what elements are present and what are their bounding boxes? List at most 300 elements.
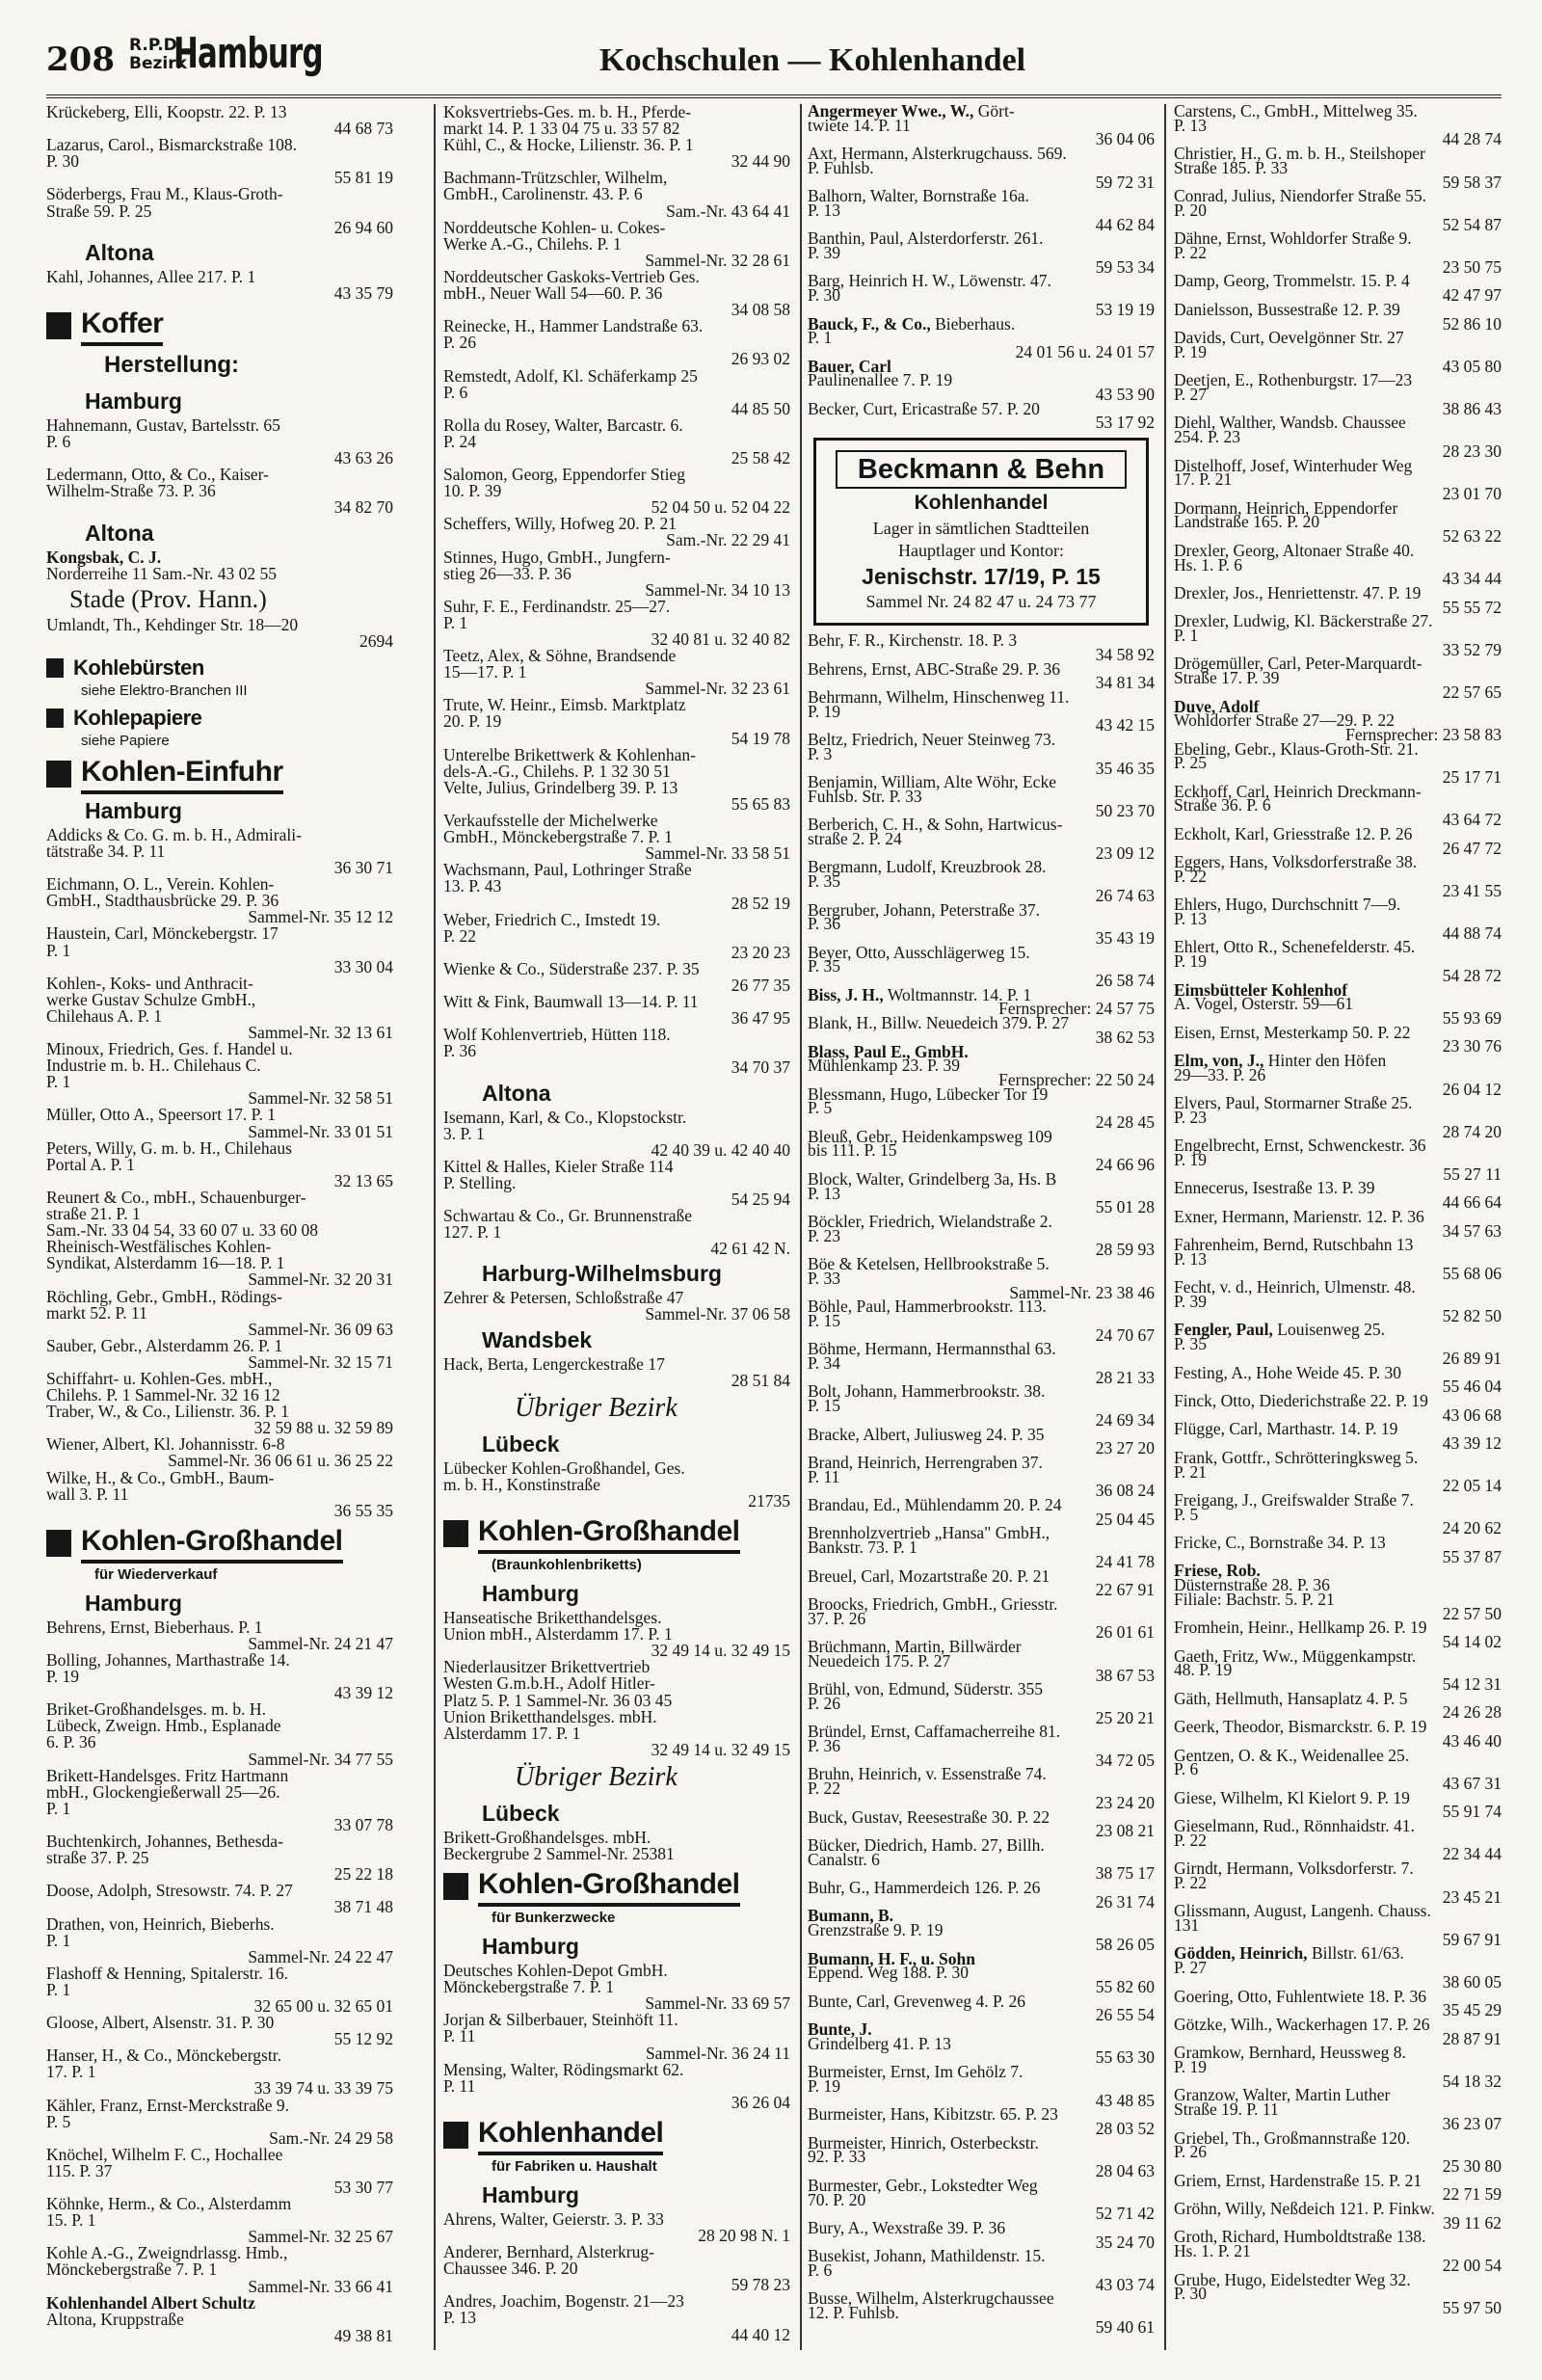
listing-text: wall 3. P. 11: [46, 1484, 129, 1504]
listing-phone: 55 37 87: [1442, 1546, 1502, 1566]
listing-line: [443, 1027, 790, 1043]
section-marker-icon: [443, 1520, 468, 1547]
column-1: [46, 104, 393, 2360]
listing-text: 70. P. 20: [808, 2189, 866, 2209]
listing-text: P. 22: [1174, 866, 1208, 886]
listing-name-bold: Kongsbak, C. J.: [46, 547, 162, 567]
listing-text: Paulinenallee 7. P. 19: [808, 370, 953, 390]
listing-phone: 43 67 31: [1442, 1773, 1502, 1793]
listing-phone: 44 28 74: [1442, 129, 1502, 149]
listing-line: [808, 914, 1155, 948]
listing-text: Bolling, Johannes, Marthastraße 14.: [46, 1650, 290, 1670]
listing-line: [808, 328, 1155, 361]
listing-phone: Sammel-Nr. 33 01 51: [248, 1121, 393, 1141]
listing-text: Kühl, C., & Hocke, Lilienstr. 36. P. 1: [443, 135, 694, 155]
listing-phone: 22 57 65: [1442, 682, 1502, 702]
listing-phone: Sammel-Nr. 24 21 47: [248, 1633, 393, 1653]
listing-text: Bachmann-Trützschler, Wilhelm,: [443, 168, 668, 188]
listing-line: [808, 829, 1155, 863]
section-marker-icon: [46, 1530, 71, 1557]
listing-text: Becker, Curt, Ericastraße 57. P. 20: [808, 398, 1040, 418]
listing-text: Eppend. Weg 188. P. 30: [808, 1963, 969, 1983]
listing-text: Bergmann, Ludolf, Kreuzbrook 28.: [808, 857, 1047, 877]
listing-text: P. 15: [808, 1396, 841, 1416]
listing-text: 127. P. 1: [443, 1222, 502, 1243]
place-heading: Hamburg: [85, 1590, 182, 1616]
listing-line: [1174, 1915, 1502, 1949]
listing-text: Kohle A.-G., Zweigndrlassg. Hmb.,: [46, 2243, 288, 2263]
listing-text: P. 36: [443, 1041, 477, 1061]
section-subtitle: für Fabriken u. Haushalt: [492, 2157, 657, 2175]
listing-phone: 43 53 90: [1095, 385, 1155, 405]
listing-phone: 36 55 35: [333, 1500, 393, 1520]
column-divider-2: [800, 104, 802, 2350]
listing-text: Böhle, Paul, Hammerbrookstr. 113.: [808, 1297, 1047, 1317]
listing-phone: 23 20 23: [731, 942, 790, 962]
listing-text: P. 13: [808, 1183, 841, 1203]
listing-line: [1174, 1589, 1502, 1623]
listing-phone: 38 62 53: [1095, 1027, 1155, 1047]
listing-line: [46, 630, 393, 651]
listing-text: Drögemüller, Carl, Peter-Marquardt-: [1174, 654, 1422, 674]
advert-address: Jenischstr. 17/19, P. 15: [862, 564, 1101, 590]
listing-phone: 43 63 26: [333, 448, 393, 468]
listing-text: 254. P. 23: [1174, 427, 1241, 447]
listing-text: Gröhn, Willy, Neßdeich 121. P. Finkw.: [1174, 2199, 1435, 2219]
listing-line: [1174, 200, 1502, 234]
district-heading: Übriger Bezirk: [515, 1761, 678, 1792]
listing-line: [808, 871, 1155, 905]
listing-text: 20. P. 19: [443, 711, 502, 732]
listing-line: [1174, 2241, 1502, 2275]
listing-text: Doose, Adolph, Stresowstr. 74. P. 27: [46, 1881, 293, 1901]
listing-line: [808, 1140, 1155, 1175]
listing-line: [1174, 795, 1502, 830]
listing-text: Broocks, Friedrich, GmbH., Griesstr.: [808, 1593, 1058, 1614]
listing-line: [808, 2147, 1155, 2181]
listing-line: [808, 1310, 1155, 1345]
listing-text: P. 6: [1174, 1759, 1199, 1779]
listing-phone: 24 69 34: [1095, 1409, 1155, 1430]
listing-phone: 53 30 77: [333, 2178, 393, 2197]
listing-text: Bankstr. 73. P. 1: [808, 1538, 917, 1558]
listing-text: P. 19: [1174, 341, 1208, 361]
listing-text: Addicks & Co. G. m. b. H., Admirali-: [46, 824, 302, 844]
listing-text: Woltmannstr. 14. P. 1: [883, 984, 1032, 1004]
listing-phone: 38 60 05: [1442, 1971, 1502, 1992]
column-divider-3: [1164, 104, 1166, 2350]
section-marker-icon: [46, 658, 64, 678]
listing-phone: Sammel-Nr. 36 24 11: [645, 2043, 790, 2063]
listing-text: Minoux, Friedrich, Ges. f. Handel u.: [46, 1039, 293, 1059]
listing-phone: 38 86 43: [1442, 398, 1502, 418]
listing-text: Billstr. 61/63.: [1307, 1943, 1404, 1964]
place-heading: Harburg-Wilhelmsburg: [482, 1261, 722, 1287]
listing-text: Buck, Gustav, Reesestraße 30. P. 22: [808, 1806, 1050, 1827]
listing-text: Grenzstraße 9. P. 19: [808, 1920, 944, 1940]
listing-text: P. 22: [1174, 1830, 1208, 1850]
listing-text: 3. P. 1: [443, 1123, 485, 1143]
listing-text: Alsterdamm 17. P. 1: [443, 1723, 581, 1743]
place-heading: Lübeck: [482, 1431, 560, 1457]
listing-line: [46, 2261, 393, 2278]
column-3-bottom: [808, 630, 1155, 2337]
listing-phone: 59 72 31: [1095, 172, 1155, 192]
listing-line: [808, 1466, 1155, 1501]
listing-text: markt 14. P. 1 33 04 75 u. 33 57 82: [443, 119, 680, 139]
listing-phone: Sammel-Nr. 32 25 67: [248, 2227, 393, 2247]
listing-text: Bergruber, Johann, Peterstraße 37.: [808, 899, 1040, 920]
listing-phone: 54 18 32: [1442, 2071, 1502, 2091]
listing-line: [1174, 1816, 1502, 1836]
listing-phone: 26 89 91: [1442, 1348, 1502, 1368]
listing-line: [1174, 1064, 1502, 1099]
listing-text: Knöchel, Wilhelm F. C., Hochallee: [46, 2144, 283, 2164]
listing-text: Hinter den Höfen: [1263, 1051, 1387, 1071]
listing-text: Wohldorfer Straße 27—29. P. 22: [1174, 710, 1395, 731]
listing-phone: Sam.-Nr. 43 64 41: [666, 201, 790, 221]
listing-text: P. 27: [1174, 385, 1208, 405]
listing-phone: Sammel-Nr. 33 66 41: [248, 2276, 393, 2296]
listing-phone: 59 58 37: [1442, 172, 1502, 192]
listing-line: [1174, 1248, 1502, 1283]
listing-text: P. 11: [808, 1466, 840, 1486]
listing-phone: 44 66 64: [1442, 1192, 1502, 1213]
section-marker-icon: [443, 1873, 468, 1900]
listing-line: [1174, 668, 1502, 702]
listing-phone: 28 87 91: [1442, 2028, 1502, 2048]
listing-text: Gaeth, Fritz, Ww., Müggenkampstr.: [1174, 1645, 1417, 1666]
listing-line: [1174, 1859, 1502, 1879]
listing-text: P. 11: [443, 2026, 476, 2046]
listing-text: P. 22: [443, 925, 477, 946]
listing-line: [46, 2212, 393, 2245]
listing-text: Eichmann, O. L., Verein. Kohlen-: [46, 874, 275, 895]
listing-phone: 28 03 52: [1095, 2119, 1155, 2138]
listing-phone: 43 05 80: [1442, 356, 1502, 376]
listing-line: [443, 1843, 790, 1863]
section-heading: [443, 1866, 790, 1907]
listing-phone: Sammel-Nr. 34 77 55: [248, 1749, 393, 1769]
listing-text: Eisen, Ernst, Mesterkamp 50. P. 22: [1174, 1022, 1411, 1042]
listing-line: [1174, 1334, 1502, 1368]
listing-phone: Sammel-Nr. 33 69 57: [645, 1993, 790, 2014]
listing-text: P. 30: [1174, 2284, 1208, 2304]
listing-text: P. 35: [808, 871, 841, 892]
listing-text: Isemann, Karl, & Co., Klopstockstr.: [443, 1107, 687, 1127]
listing-text: Damp, Georg, Trommelstr. 15. P. 4: [1174, 271, 1410, 291]
listing-line: [46, 1652, 393, 1669]
listing-phone: 38 71 48: [333, 1897, 393, 1917]
listing-phone: 54 25 94: [731, 1190, 790, 1209]
listing-phone: 55 12 92: [333, 2029, 393, 2049]
listing-text: Blessmann, Hugo, Lübecker Tor 19: [808, 1083, 1049, 1104]
listing-text: Goering, Otto, Fuhlentwiete 18. P. 36: [1174, 1986, 1426, 2006]
listing-text: P. 1: [46, 1072, 71, 1092]
listing-text: Straße 36. P. 6: [1174, 795, 1271, 816]
listing-line: [46, 1734, 393, 1751]
listing-line: [46, 1669, 393, 1701]
listing-text: 37. P. 26: [808, 1608, 866, 1628]
listing-phone: 32 44 90: [731, 151, 790, 172]
listing-phone: 52 82 50: [1442, 1305, 1502, 1325]
listing-text: Remstedt, Adolf, Kl. Schäferkamp 25: [443, 365, 698, 386]
listing-text: Banthin, Paul, Alsterdorferstr. 261.: [808, 228, 1044, 249]
listing-phone: Sammel-Nr. 32 13 61: [248, 1023, 393, 1042]
listing-line: [443, 2293, 790, 2310]
listing-text: Axt, Hermann, Alsterkrugchauss. 569.: [808, 144, 1067, 164]
listing-phone: 55 82 60: [1095, 1976, 1155, 1996]
listing-text: 6. P. 36: [46, 1732, 96, 1752]
listing-line: [808, 1168, 1155, 1189]
page-title: Kochschulen — Kohlenhandel: [599, 42, 1026, 78]
listing-text: Düsternstraße 28. P. 36: [1174, 1575, 1330, 1595]
listing-text: Krückeberg, Elli, Koopstr. 22. P. 13: [46, 104, 287, 121]
listing-text: Chaussee 346. P. 20: [443, 2259, 578, 2279]
listing-text: stieg 26—33. P. 36: [443, 563, 572, 583]
section-heading-text: Kohlebürsten: [73, 655, 204, 680]
listing-phone: 32 49 14 u. 32 49 15: [651, 1739, 790, 1759]
listing-phone: 43 39 12: [333, 1683, 393, 1703]
listing-phone: 22 67 91: [1095, 1580, 1155, 1600]
section-heading-text: Kohlen-Einfuhr: [81, 754, 283, 794]
listing-text: P. 13: [1174, 115, 1208, 135]
listing-phone: Sammel-Nr. 32 15 71: [248, 1351, 393, 1372]
listing-line: [1174, 1447, 1502, 1467]
listing-text: Hahnemann, Gustav, Bartelsstr. 65: [46, 414, 280, 435]
listing-text: Eggers, Hans, Volksdorferstraße 38.: [1174, 852, 1418, 872]
listing-phone: 32 65 00 u. 32 65 01: [253, 1995, 393, 2016]
listing-text: Traber, W., & Co., Lilienstr. 36. P. 1: [46, 1402, 289, 1422]
listing-text: Busekist, Johann, Mathildenstr. 15.: [808, 2246, 1046, 2266]
section-marker-icon: [46, 312, 71, 339]
listing-text: Böhme, Hermann, Hermannsthal 63.: [808, 1339, 1056, 1359]
listing-text: Verkaufsstelle der Michelwerke: [443, 811, 658, 831]
listing-phone: 33 30 04: [333, 956, 393, 976]
listing-line: [808, 1693, 1155, 1727]
listing-phone: 24 01 56 u. 24 01 57: [1015, 341, 1155, 361]
listing-line: [443, 925, 790, 962]
place-heading: Hamburg: [85, 797, 182, 823]
listing-text: Fuhlsb. Str. P. 33: [808, 786, 922, 806]
listing-line: [46, 2196, 393, 2212]
listing-line: [808, 701, 1155, 735]
listing-text: Ehlert, Otto R., Schenefelderstr. 45.: [1174, 937, 1416, 957]
listing-text: Davids, Curt, Oevelgönner Str. 27: [1174, 328, 1404, 348]
listing-phone: Sammel-Nr. 24 22 47: [248, 1946, 393, 1966]
listing-phone: 25 17 71: [1442, 767, 1502, 788]
listing-text: P. 15: [808, 1310, 841, 1330]
listing-text: Neuedeich 175. P. 27: [808, 1650, 951, 1671]
listing-text: Mensing, Walter, Rödingsmarkt 62.: [443, 2059, 684, 2079]
listing-phone: 34 08 58: [731, 300, 790, 320]
listing-text: Suhr, F. E., Ferdinandstr. 25—27.: [443, 596, 671, 616]
listing-text: Brüchmann, Martin, Billwärder: [808, 1637, 1022, 1657]
listing-phone: 35 46 35: [1095, 758, 1155, 778]
listing-text: Straße 17. P. 39: [1174, 668, 1280, 688]
listing-phone: 43 35 79: [333, 282, 393, 303]
listing-text: P. Stelling.: [443, 1172, 517, 1192]
listing-phone: 36 04 06: [1095, 129, 1155, 149]
listing-line: [443, 1123, 790, 1160]
listing-text: P. 6: [443, 382, 468, 402]
listing-phone: 34 82 70: [333, 497, 393, 518]
listing-text: Engelbrecht, Ernst, Schwenckestr. 36: [1174, 1136, 1426, 1156]
listing-phone: 59 40 61: [1095, 2316, 1155, 2337]
listing-text: Chilehs. P. 1 Sammel-Nr. 32 16 12: [46, 1385, 280, 1405]
listing-line: [1174, 866, 1502, 900]
listing-text: Bruhn, Heinrich, v. Essenstraße 74.: [808, 1764, 1047, 1784]
listing-text: Louisenweg 25.: [1272, 1320, 1386, 1340]
listing-line: [443, 1306, 790, 1323]
listing-text: Röchling, Gebr., GmbH., Rödings-: [46, 1286, 282, 1306]
listing-phone: Sam.-Nr. 24 29 58: [269, 2127, 393, 2148]
listing-text: Anderer, Bernhard, Alsterkrug-: [443, 2242, 654, 2262]
listing-phone: 34 81 34: [1095, 673, 1155, 693]
listing-text: mbH., Glockengießerwall 25—26.: [46, 1781, 280, 1802]
listing-text: 29—33. P. 26: [1174, 1064, 1266, 1084]
listing-text: Bründel, Ernst, Caffamacherreihe 81.: [808, 1722, 1061, 1742]
listing-phone: 52 04 50 u. 52 04 22: [651, 497, 790, 518]
listing-text: Finck, Otto, Diederichstraße 22. P. 19: [1174, 1390, 1428, 1410]
column-3: [808, 104, 1155, 2360]
listing-text: Canalstr. 6: [808, 1849, 880, 1869]
listing-line: [46, 1913, 393, 1934]
listing-line: [808, 2062, 1155, 2082]
listing-line: [1174, 951, 1502, 985]
listing-phone: Sammel-Nr. 35 12 12: [248, 907, 393, 927]
listing-phone: 28 51 84: [731, 1370, 790, 1390]
listing-text: Westen G.m.b.H., Adolf Hitler-: [443, 1673, 655, 1694]
listing-text: Granzow, Walter, Martin Luther: [1174, 2085, 1391, 2105]
listing-text: Wilke, H., & Co., GmbH., Baum-: [46, 1467, 275, 1487]
listing-phone: 38 67 53: [1095, 1665, 1155, 1685]
listing-text: Ledermann, Otto, & Co., Kaiser-: [46, 465, 269, 485]
listing-phone: Sammel-Nr. 23 38 46: [1009, 1282, 1155, 1302]
listing-text: 12. P. Fuhlsb.: [808, 2303, 899, 2323]
listing-phone: 25 20 21: [1095, 1707, 1155, 1727]
listing-text: Griebel, Th., Großmannstraße 120.: [1174, 2127, 1411, 2148]
listing-phone: 22 00 54: [1442, 2255, 1502, 2275]
listing-line: [1174, 1489, 1502, 1510]
listing-text: Rheinisch-Westfälisches Kohlen-: [46, 1237, 272, 1257]
listing-text: Barg, Heinrich H. W., Löwenstr. 47.: [808, 271, 1051, 291]
listing-text: Elvers, Paul, Stormarner Straße 25.: [1174, 1093, 1413, 1113]
listing-line: [1174, 1150, 1502, 1184]
listing-line: [808, 1396, 1155, 1430]
listing-line: [1174, 554, 1502, 589]
listing-phone: 26 94 60: [333, 217, 393, 237]
listing-phone: 53 19 19: [1095, 299, 1155, 319]
listing-text: 48. P. 19: [1174, 1660, 1233, 1680]
listing-line: [1174, 2057, 1502, 2091]
listing-text: Umlandt, Th., Kehdinger Str. 18—20: [46, 614, 299, 634]
listing-text: Norddeutscher Gaskoks-Vertrieb Ges.: [443, 266, 700, 286]
place-heading: Altona: [482, 1080, 551, 1106]
section-heading: [46, 306, 393, 346]
listing-text: Eckhoff, Carl, Heinrich Dreckmann-: [1174, 781, 1422, 801]
listing-text: Danielsson, Bussestraße 12. P. 39: [1174, 299, 1400, 319]
listing-text: Buhr, G., Hammerdeich 126. P. 26: [808, 1878, 1041, 1898]
listing-text: Blank, H., Billw. Neuedeich 379. P. 27: [808, 1013, 1070, 1033]
listing-name-bold: Friese, Rob.: [1174, 1561, 1261, 1581]
listing-text: straße 2. P. 24: [808, 829, 902, 849]
listing-line: [808, 2260, 1155, 2294]
listing-text: Exner, Hermann, Marienstr. 12. P. 36: [1174, 1206, 1424, 1226]
listing-text: Koksvertriebs-Ges. m. b. H., Pferde-: [443, 104, 692, 121]
listing-line: [443, 2310, 790, 2342]
listing-text: Köhnke, Herm., & Co., Alsterdamm: [46, 2194, 292, 2214]
section-heading: [443, 2115, 790, 2155]
listing-phone: 42 47 97: [1442, 285, 1502, 306]
listing-line: [808, 1268, 1155, 1302]
listing-name-bold: Bauer, Carl: [808, 356, 891, 376]
listing-phone: 25 04 45: [1095, 1509, 1155, 1529]
listing-phone: Fernsprecher: 23 58 83: [1345, 724, 1502, 744]
listing-line: [808, 115, 1155, 149]
listing-phone: 24 70 67: [1095, 1324, 1155, 1345]
listing-text: Mühlenkamp 23. P. 39: [808, 1056, 960, 1076]
listing-text: P. 39: [808, 243, 841, 263]
listing-phone: 59 78 23: [731, 2275, 790, 2295]
cross-reference: siehe Papiere: [81, 732, 170, 749]
listing-phone: 2694: [359, 630, 393, 651]
listing-line: [46, 1107, 393, 1123]
cross-reference: siehe Elektro-Branchen III: [81, 682, 248, 699]
listing-line: [808, 200, 1155, 234]
listing-text: Distelhoff, Josef, Winterhuder Weg: [1174, 455, 1413, 475]
listing-text: Beckergrube 2 Sammel-Nr. 25381: [443, 1843, 675, 1863]
listing-text: Kahl, Johannes, Allee 217. P. 1: [46, 266, 256, 286]
listing-text: P. 1: [46, 1798, 71, 1818]
listing-text: Bücker, Diedrich, Hamb. 27, Billh.: [808, 1834, 1045, 1855]
listing-text: 13. P. 43: [443, 876, 502, 896]
listing-text: Böckler, Friedrich, Wielandstraße 2.: [808, 1212, 1052, 1231]
listing-phone: 26 77 35: [731, 975, 790, 995]
listing-text: P. 27: [1174, 1958, 1208, 1978]
listing-phone: 54 12 31: [1442, 1674, 1502, 1695]
listing-phone: 26 47 72: [1442, 838, 1502, 858]
listing-text: Landstraße 165. P. 20: [1174, 512, 1320, 532]
listing-line: [46, 137, 393, 153]
listing-phone: 23 01 70: [1442, 483, 1502, 503]
listing-text: Jorjan & Silberbauer, Steinhöft 11.: [443, 2010, 678, 2030]
listing-text: Union mbH., Alsterdamm 17. P. 1: [443, 1624, 673, 1645]
listing-text: werke Gustav Schulze GmbH.,: [46, 989, 256, 1009]
listing-line: [46, 1850, 393, 1883]
column-2: [443, 104, 790, 2360]
listing-text: Gäth, Hellmuth, Hansaplatz 4. P. 5: [1174, 1688, 1408, 1708]
listing-phone: 32 59 88 u. 32 59 89: [253, 1418, 393, 1438]
listing-line: [808, 1098, 1155, 1133]
section-heading: [443, 1513, 790, 1554]
listing-text: Glissmann, August, Langenh. Chauss.: [1174, 1901, 1431, 1921]
listing-text: Mönckebergstraße 7. P. 1: [443, 1977, 615, 1997]
district-heading: Übriger Bezirk: [515, 1392, 678, 1423]
listing-text: P. 39: [1174, 1292, 1208, 1312]
listing-phone: Sam.-Nr. 22 29 41: [666, 530, 790, 550]
listing-line: [46, 1781, 393, 1802]
listing-text: 131: [1174, 1915, 1200, 1935]
listing-line: [1174, 1461, 1502, 1496]
listing-text: 17. P. 1: [46, 2062, 96, 2082]
listing-line: [808, 1963, 1155, 1996]
listing-text: Behrens, Ernst, ABC-Straße 29. P. 36: [808, 658, 1061, 679]
listing-phone: 43 03 74: [1095, 2274, 1155, 2294]
listing-text: Straße 19. P. 11: [1174, 2099, 1279, 2120]
section-heading-text: Kohlen-Großhandel: [478, 1513, 740, 1554]
listing-text: Ehlers, Hugo, Durchschnitt 7—9.: [1174, 895, 1401, 915]
